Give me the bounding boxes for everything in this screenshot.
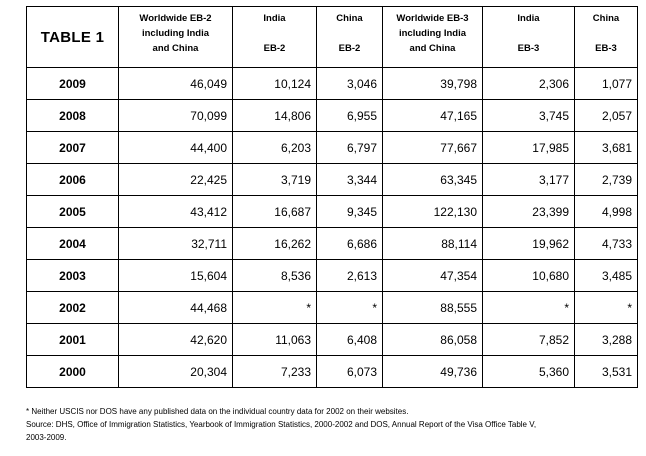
column-header-line: EB-2 [338, 43, 361, 54]
column-header-line: including India [398, 28, 467, 39]
table-cell: 4,998 [575, 196, 638, 228]
table-cell: 6,408 [317, 324, 383, 356]
table-cell: 42,620 [119, 324, 233, 356]
column-header-line: China [592, 13, 620, 24]
table-cell: 16,262 [233, 228, 317, 260]
table-cell: 3,046 [317, 68, 383, 100]
table-cell: 14,806 [233, 100, 317, 132]
table-row [27, 356, 638, 388]
table-cell: 2,739 [575, 164, 638, 196]
table-row [27, 292, 638, 324]
table-row [27, 324, 638, 356]
table-cell: 7,852 [483, 324, 575, 356]
table-cell: 10,680 [483, 260, 575, 292]
column-header-line: and China [409, 43, 456, 54]
table-row [27, 132, 638, 164]
table-cell: 3,719 [233, 164, 317, 196]
source-citation-line-1: Source: DHS, Office of Immigration Statistics, Yearbook of Immigration Statistics, 2000-2002 and DOS, Annual Report of the Visa Office Table V, [26, 420, 537, 429]
table-cell: * [317, 292, 383, 324]
table-cell: 88,555 [383, 292, 483, 324]
source-citation-line-2: 2003-2009. [26, 433, 67, 442]
table-cell: 8,536 [233, 260, 317, 292]
column-header [483, 7, 575, 68]
table-cell: 15,604 [119, 260, 233, 292]
table-cell: 3,745 [483, 100, 575, 132]
table-row [27, 68, 638, 100]
table-cell: 4,733 [575, 228, 638, 260]
table-cell: 6,073 [317, 356, 383, 388]
table-cell: 88,114 [383, 228, 483, 260]
table-row [27, 228, 638, 260]
year-cell: 2000 [27, 356, 119, 388]
table-cell: 39,798 [383, 68, 483, 100]
column-header-line: China [336, 13, 363, 24]
footnotes [26, 405, 638, 444]
table-cell: 3,344 [317, 164, 383, 196]
table-cell: * [575, 292, 638, 324]
table-cell: 63,345 [383, 164, 483, 196]
table-row [27, 100, 638, 132]
table-cell: 6,955 [317, 100, 383, 132]
table-cell: 3,177 [483, 164, 575, 196]
table-cell: 17,985 [483, 132, 575, 164]
year-cell: 2001 [27, 324, 119, 356]
table-cell: 5,360 [483, 356, 575, 388]
table-cell: 86,058 [383, 324, 483, 356]
year-cell: 2002 [27, 292, 119, 324]
table-cell: 3,288 [575, 324, 638, 356]
table-cell: 44,400 [119, 132, 233, 164]
table-cell: 2,306 [483, 68, 575, 100]
table-cell: 19,962 [483, 228, 575, 260]
table-cell: 47,354 [383, 260, 483, 292]
table-cell: 3,485 [575, 260, 638, 292]
immigration-stats-table [26, 6, 638, 388]
table-cell: 44,468 [119, 292, 233, 324]
column-header-line: EB-3 [595, 43, 617, 54]
table-cell: 1,077 [575, 68, 638, 100]
table-cell: 22,425 [119, 164, 233, 196]
table-row [27, 196, 638, 228]
table-cell: 7,233 [233, 356, 317, 388]
table-cell: 20,304 [119, 356, 233, 388]
column-header [317, 7, 383, 68]
column-header [575, 7, 638, 68]
header-row [27, 7, 638, 68]
table-cell: 6,797 [317, 132, 383, 164]
table-body [27, 68, 638, 388]
year-cell: 2007 [27, 132, 119, 164]
header-spacer [317, 26, 382, 41]
table-cell: 23,399 [483, 196, 575, 228]
table-cell: * [233, 292, 317, 324]
table-cell: 6,686 [317, 228, 383, 260]
column-header-line: India [263, 13, 286, 24]
column-header-line: Worldwide EB-2 [139, 13, 212, 24]
year-cell: 2008 [27, 100, 119, 132]
column-header-line: EB-2 [263, 43, 286, 54]
table-cell: 49,736 [383, 356, 483, 388]
year-cell: 2003 [27, 260, 119, 292]
table-cell: * [483, 292, 575, 324]
table-cell: 122,130 [383, 196, 483, 228]
year-cell: 2004 [27, 228, 119, 260]
column-header-line: Worldwide EB-3 [396, 13, 469, 24]
column-header-line: and China [152, 43, 199, 54]
year-cell: 2005 [27, 196, 119, 228]
header-spacer [483, 26, 574, 41]
year-cell: 2006 [27, 164, 119, 196]
table-cell: 2,057 [575, 100, 638, 132]
table-row [27, 260, 638, 292]
column-header [383, 7, 483, 68]
table-row [27, 164, 638, 196]
table-cell: 70,099 [119, 100, 233, 132]
table-cell: 2,613 [317, 260, 383, 292]
column-header [119, 7, 233, 68]
table-cell: 43,412 [119, 196, 233, 228]
table-cell: 77,667 [383, 132, 483, 164]
table-cell: 10,124 [233, 68, 317, 100]
table-cell: 32,711 [119, 228, 233, 260]
table-cell: 16,687 [233, 196, 317, 228]
column-header-line: EB-3 [517, 43, 540, 54]
header-spacer [575, 26, 637, 41]
table-cell: 47,165 [383, 100, 483, 132]
table-cell: 6,203 [233, 132, 317, 164]
table-cell: 9,345 [317, 196, 383, 228]
table-cell: 3,531 [575, 356, 638, 388]
year-cell: 2009 [27, 68, 119, 100]
column-header-line: India [517, 13, 540, 24]
footnote-asterisk-note: * Neither USCIS nor DOS have any published data on the individual country data for 2002 on their websites. [26, 407, 409, 416]
column-header-line: including India [141, 28, 210, 39]
header-spacer [233, 26, 316, 41]
table-cell: 3,681 [575, 132, 638, 164]
table-cell: 46,049 [119, 68, 233, 100]
table-label: TABLE 1 [27, 7, 119, 68]
column-header [233, 7, 317, 68]
table-cell: 11,063 [233, 324, 317, 356]
